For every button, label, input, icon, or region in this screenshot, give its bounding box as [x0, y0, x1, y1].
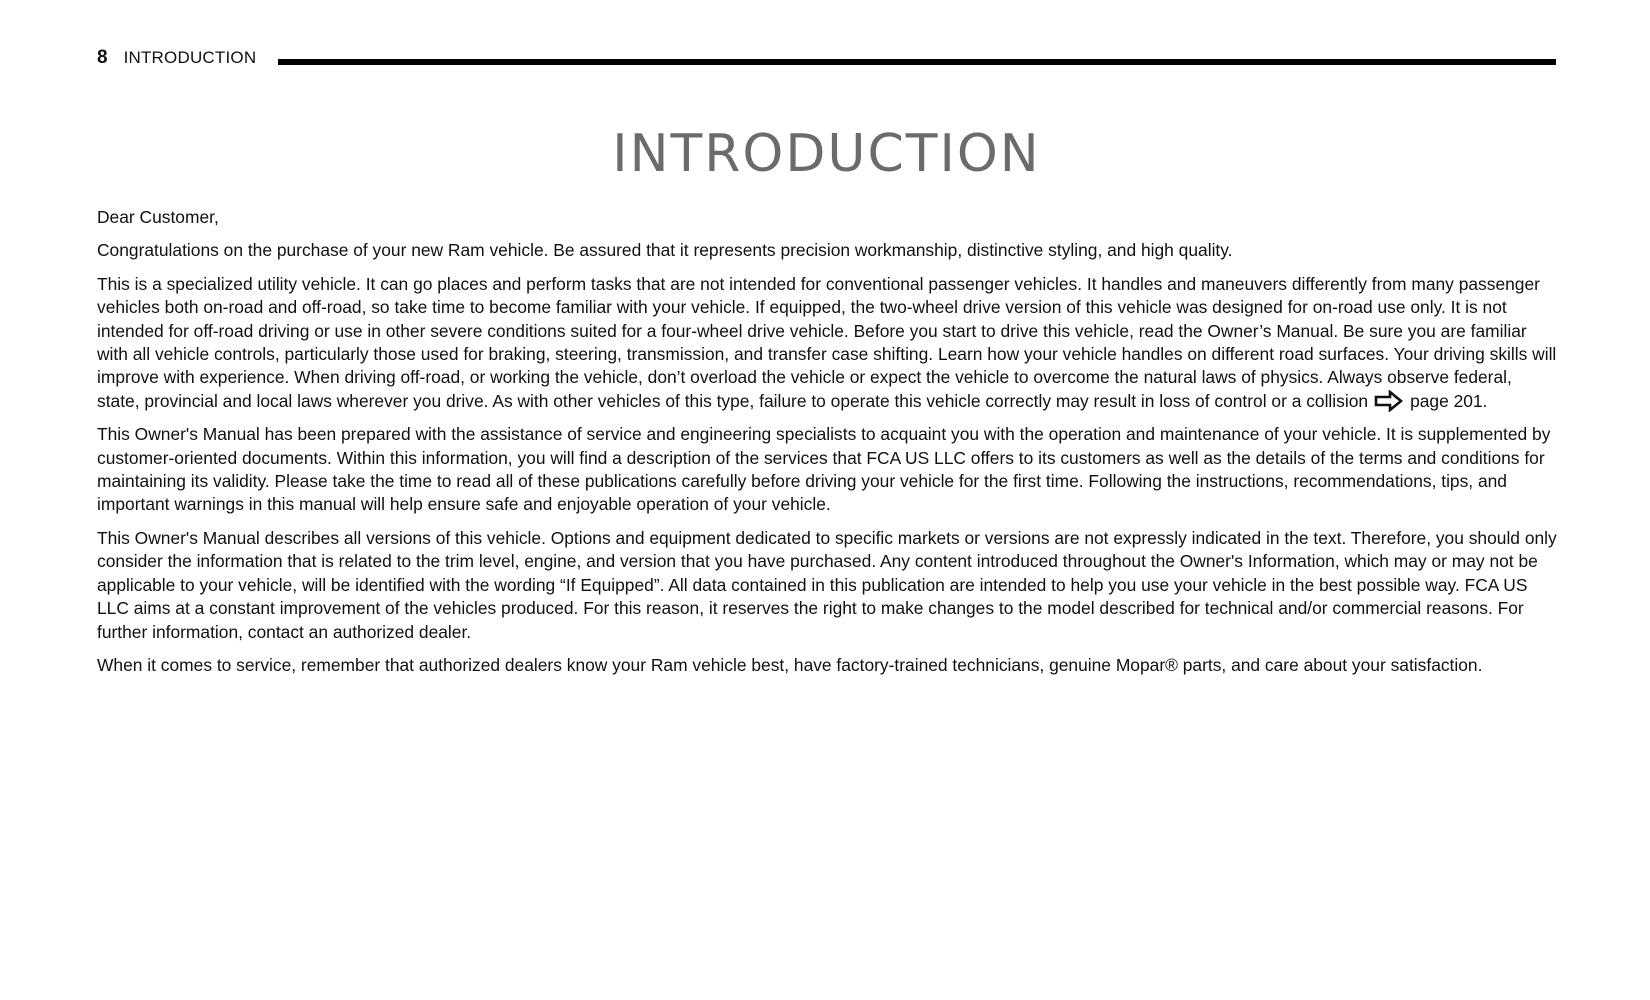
section-name: INTRODUCTION [123, 47, 257, 67]
page-title: INTRODUCTION [612, 123, 1041, 184]
page-number: 8 [97, 46, 108, 68]
specialized-vehicle-paragraph [97, 273, 1559, 413]
service-paragraph: When it comes to service, remember that authorized dealers know your Ram vehicle best, have factory-trained technicians, genuine Mopar® parts, and care about your satisfaction. [97, 654, 1483, 675]
congratulations-paragraph: Congratulations on the purchase of your new Ram vehicle. Be assured that it represents precision workmanship, distinctive styling, and high quality. [97, 240, 1233, 261]
manual-versions-paragraph: This Owner's Manual describes all versions of this vehicle. Options and equipment dedicated to specific markets or versions are not expressly indicated in the text. Therefore, you should only consider the information that is related to the trim level, engine, and version that you have purchased. Any content introduced throughout the Owner's Information, which may or may not be applicable to your vehicle, will be identified with the wording “If Equipped”. All data contained in this publication are intended to help you use your vehicle in the best possible way. FCA US LLC aims at a constant improvement of the vehicles produced. For this reason, it reserves the right to make changes to the model described for technical and/or commercial reasons. For further information, contact an authorized dealer. [97, 527, 1557, 642]
right-arrow-icon [1374, 390, 1404, 412]
greeting-paragraph: Dear Customer, [97, 207, 219, 227]
body-text [97, 206, 1559, 687]
header-rule [278, 59, 1556, 65]
specialized-vehicle-text: This is a specialized utility vehicle. It can go places and perform tasks that are not intended for conventional passenger vehicles. It handles and maneuvers differently from many passenger vehicles both on-road and off-road, so take time to become familiar with your vehicle. If equipped, the two-wheel drive version of this vehicle was designed for on-road use only. It is not intended for off-road driving or use in other severe conditions suited for a four-wheel drive vehicle. Before you start to drive this vehicle, read the Owner’s Manual. Be sure you are familiar with all vehicle controls, particularly those used for braking, steering, transmission, and transfer case shifting. Learn how your vehicle handles on different road surfaces. Your driving skills will improve with experience. When driving off-road, or working the vehicle, don’t overload the vehicle or expect the vehicle to overcome the natural laws of physics. Always observe federal, state, provincial and local laws wherever you drive. As with other vehicles of this type, failure to operate this vehicle correctly may result in loss of control or a collision [97, 273, 1557, 411]
page-reference-link[interactable]: page 201. [1410, 390, 1488, 411]
page-header [97, 44, 1556, 70]
manual-prepared-paragraph: This Owner's Manual has been prepared with the assistance of service and engineering specialists to acquaint you with the operation and maintenance of your vehicle. It is supplemented by customer-oriented documents. Within this information, you will find a description of the services that FCA US LLC offers to its customers as well as the details of the terms and conditions for maintaining its validity. Please take the time to read all of these publications carefully before driving your vehicle for the first time. Following the instructions, recommendations, tips, and important warnings in this manual will help ensure safe and enjoyable operation of your vehicle. [97, 424, 1551, 515]
